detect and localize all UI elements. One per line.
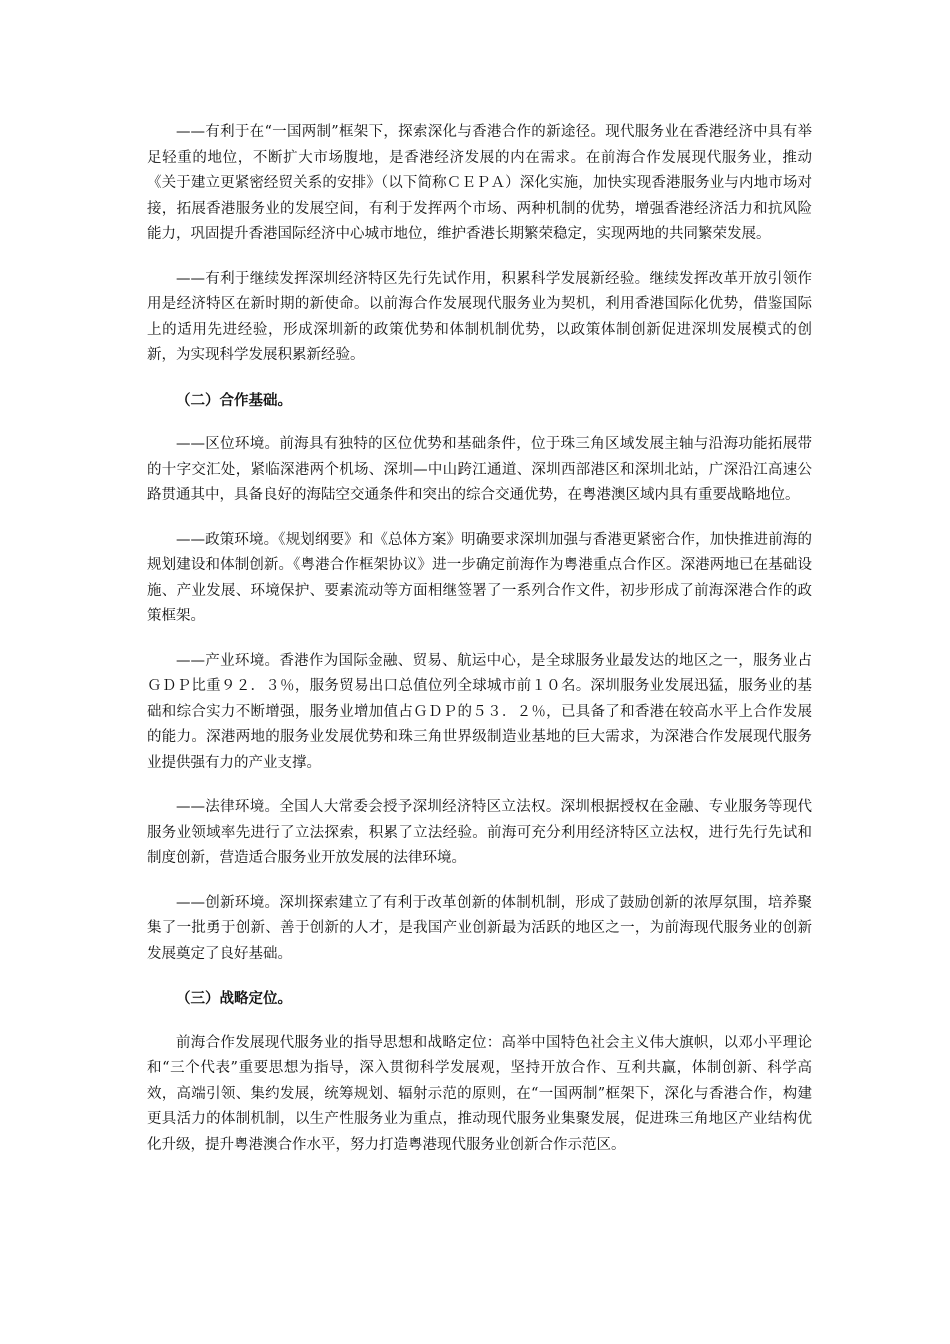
paragraph-location-environment: ——区位环境。前海具有独特的区位优势和基础条件，位于珠三角区域发展主轴与沿海功能拓展带的十字交汇处，紧临深港两个机场、深圳—中山跨江通道、深圳西部港区和深圳北站，广深沿江高速公路贯通其中，具备良好的海陆空交通条件和突出的综合交通优势，在粤港澳区域内具有重要战略地位。 [147,436,812,503]
section-heading-strategic-positioning: （三）战略定位。 [176,990,292,1007]
document-body [147,120,812,1177]
paragraph-innovation-environment: ——创新环境。深圳探索建立了有利于改革创新的体制机制，形成了鼓励创新的浓厚氛围，培养聚集了一批勇于创新、善于创新的人才，是我国产业创新最为活跃的地区之一，为前海现代服务业的创新发展奠定了良好基础。 [147,894,812,962]
paragraph-industry-environment: ——产业环境。香港作为国际金融、贸易、航运中心，是全球服务业最发达的地区之一，服务业占ＧＤＰ比重９２．３％，服务贸易出口总值位列全球城市前１０名。深圳服务业发展迅猛，服务业的基础和综合实力不断增强，服务业增加值占ＧＤＰ的５３．２％，已具备了和香港在较高水平上合作发展的能力。深港两地的服务业发展优势和珠三角世界级制造业基地的巨大需求，为深港合作发展现代服务业提供强有力的产业支撑。 [147,652,812,771]
paragraph-guiding-ideology: 前海合作发展现代服务业的指导思想和战略定位：高举中国特色社会主义伟大旗帜，以邓小平理论和“三个代表”重要思想为指导，深入贯彻科学发展观，坚持开放合作、互利共赢，体制创新、科学高效，高端引领、集约发展，统筹规划、辐射示范的原则，在“一国两制”框架下，深化与香港合作，构建更具活力的体制机制，以生产性服务业为重点，推动现代服务业集聚发展，促进珠三角地区产业结构优化升级，提升粤港澳合作水平，努力打造粤港现代服务业创新合作示范区。 [147,1034,812,1153]
paragraph-legal-environment: ——法律环境。全国人大常委会授予深圳经济特区立法权。深圳根据授权在金融、专业服务等现代服务业领域率先进行了立法探索，积累了立法经验。前海可充分利用经济特区立法权，进行先行先试和制度创新，营造适合服务业开放发展的法律环境。 [147,799,812,866]
paragraph-hk-cooperation: ——有利于在“一国两制”框架下，探索深化与香港合作的新途径。现代服务业在香港经济中具有举足轻重的地位，不断扩大市场腹地，是香港经济发展的内在需求。在前海合作发展现代服务业，推动《关于建立更紧密经贸关系的安排》（以下简称ＣＥＰＡ）深化实施，加快实现香港服务业与内地市场对接，拓展香港服务业的发展空间，有利于发挥两个市场、两种机制的优势，增强香港经济活力和抗风险能力，巩固提升香港国际经济中心城市地位，维护香港长期繁荣稳定，实现两地的共同繁荣发展。 [147,124,812,242]
section-heading-cooperation-basis: （二）合作基础。 [176,391,292,409]
paragraph-policy-environment: ——政策环境。《规划纲要》和《总体方案》明确要求深圳加强与香港更紧密合作，加快推进前海的规划建设和体制创新。《粤港合作框架协议》进一步确定前海作为粤港重点合作区。深港两地已在基础设施、产业发展、环境保护、要素流动等方面相继签署了一系列合作文件，初步形成了前海深港合作的政策框架。 [147,531,812,624]
paragraph-sz-pilot: ——有利于继续发挥深圳经济特区先行先试作用，积累科学发展新经验。继续发挥改革开放引领作用是经济特区在新时期的新使命。以前海合作发展现代服务业为契机，利用香港国际化优势，借鉴国际上的适用先进经验，形成深圳新的政策优势和体制机制优势，以政策体制创新促进深圳发展模式的创新，为实现科学发展积累新经验。 [147,270,812,363]
